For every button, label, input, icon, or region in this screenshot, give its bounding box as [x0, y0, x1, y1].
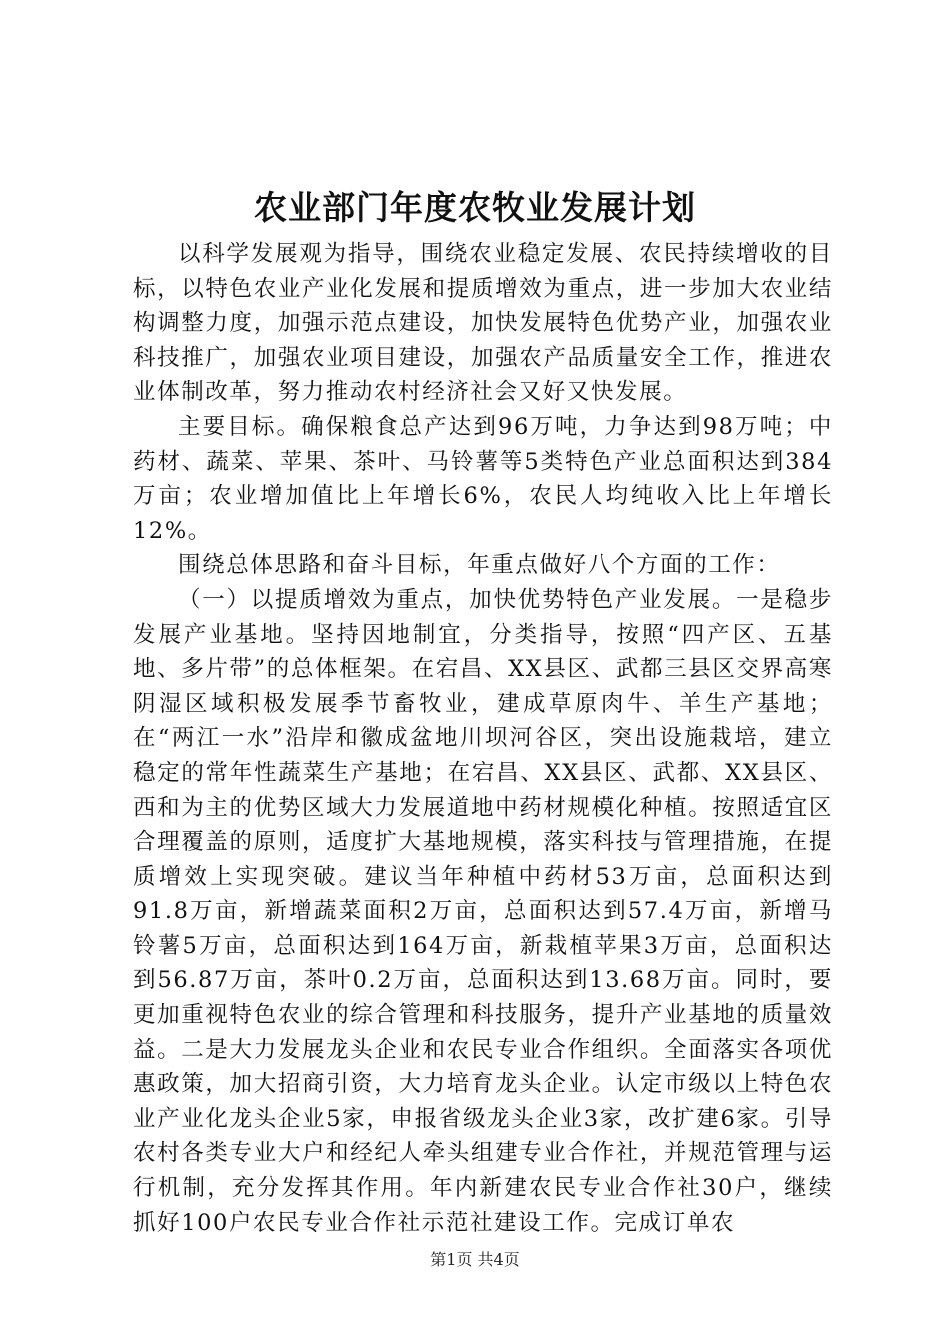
- paragraph-section-one: （一）以提质增效为重点，加快优势特色产业发展。一是稳步发展产业基地。坚持因地制宜，分类指导，按照“四产区、五基地、多片带”的总体框架。在宕昌、XX县区、武都三县区交界高寒阴湿区域积极发展季节畜牧业，建成草原肉牛、羊生产基地；在“两江一水”沿岸和徽成盆地川坝河谷区，突出设施栽培，建立稳定的常年性蔬菜生产基地；在宕昌、XX县区、武都、XX县区、西和为主的优势区域大力发展道地中药材规模化种植。按照适宜区合理覆盖的原则，适度扩大基地规模，落实科技与管理措施，在提质增效上实现突破。建议当年种植中药材53万亩，总面积达到91.8万亩，新增蔬菜面积2万亩，总面积达到57.4万亩，新增马铃薯5万亩，总面积达到164万亩，新栽植苹果3万亩，总面积达到56.87万亩，茶叶0.2万亩，总面积达到13.68万亩。同时，要更加重视特色农业的综合管理和科技服务，提升产业基地的质量效益。二是大力发展龙头企业和农民专业合作组织。全面落实各项优惠政策，加大招商引资，大力培育龙头企业。认定市级以上特色农业产业化龙头企业5家，申报省级龙头企业3家，改扩建6家。引导农村各类专业大户和经纪人牵头组建专业合作社，并规范管理与运行机制，充分发挥其作用。年内新建农民专业合作社30户，继续抓好100户农民专业合作社示范社建设工作。完成订单农: [133, 586, 833, 1236]
- paragraph-guiding-idea: 以科学发展观为指导，围绕农业稳定发展、农民持续增收的目标，以特色农业产业化发展和提质增效为重点，进一步加大农业结构调整力度，加强示范点建设，加快发展特色优势产业，加强农业科技推广，加强农业项目建设，加强农产品质量安全工作，推进农业体制改革，努力推动农村经济社会又好又快发展。: [133, 241, 833, 406]
- page-number-footer: 第1页 共4页: [430, 1250, 520, 1269]
- paragraph-key-work-intro: 围绕总体思路和奋斗目标，年重点做好八个方面的工作：: [178, 552, 781, 579]
- paragraph-main-goals: 主要目标。确保粮食总产达到96万吨，力争达到98万吨；中药材、蔬菜、苹果、茶叶、马铃薯等5类特色产业总面积达到384万亩；农业增加值比上年增长6%，农民人均纯收入比上年增长12%。: [133, 413, 833, 544]
- document-title: 农业部门年度农牧业发展计划: [254, 188, 696, 227]
- document-body: [133, 237, 833, 1240]
